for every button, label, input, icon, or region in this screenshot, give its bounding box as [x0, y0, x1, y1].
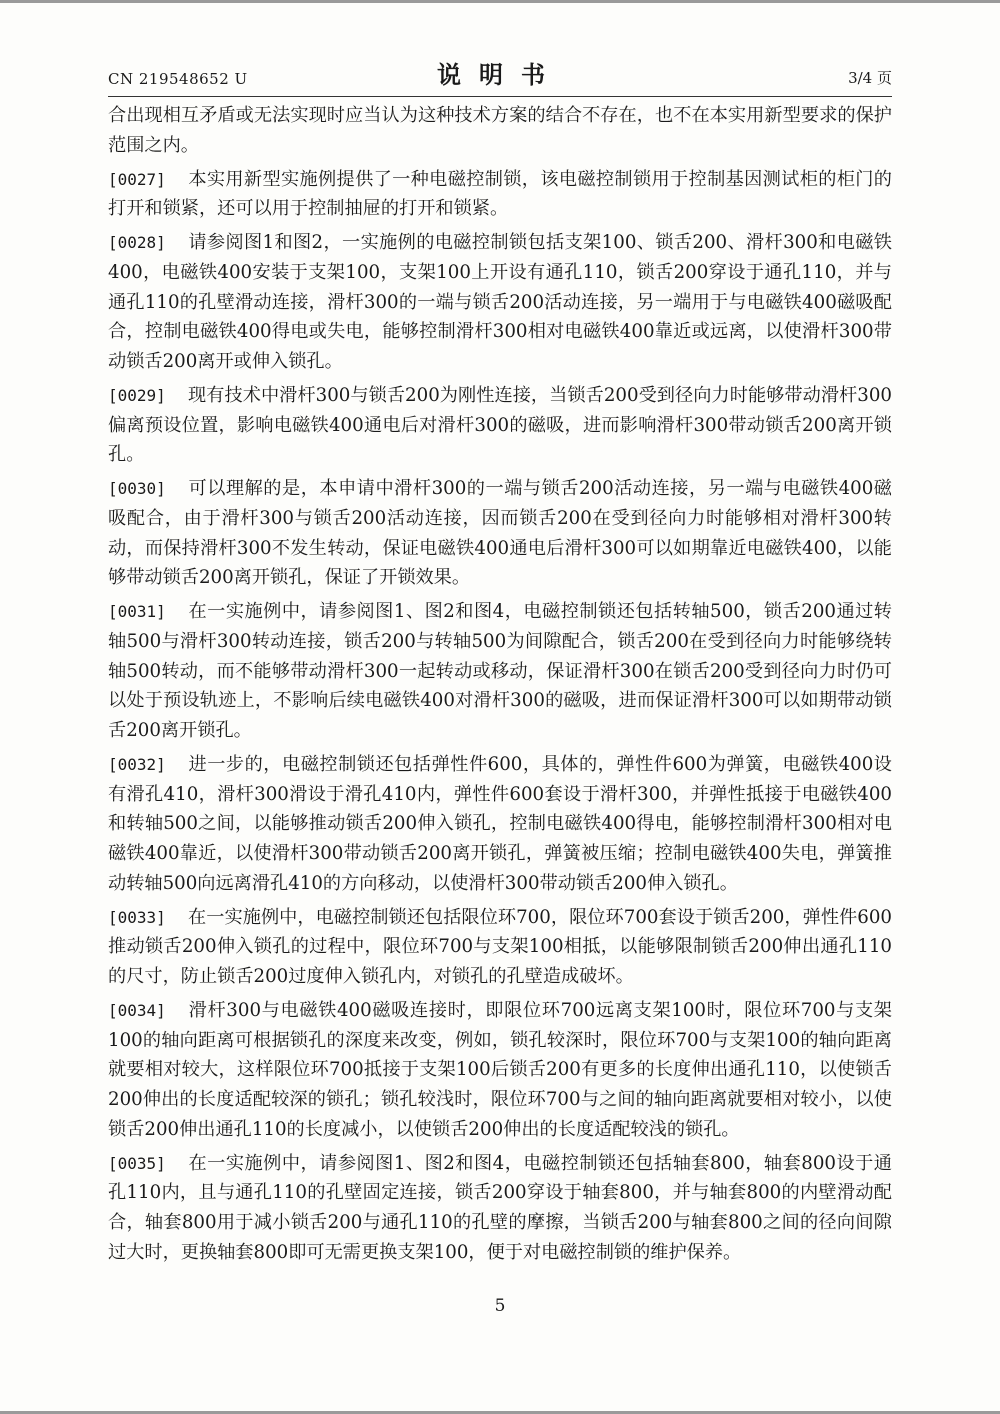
paragraph-number: [0032] — [108, 754, 166, 774]
paragraph-text: 在一实施例中，请参阅图1、图2和图4，电磁控制锁还包括轴套800，轴套800设于通孔110内，且与通孔110的孔壁固定连接，锁舌200穿设于轴套800，并与轴套800的内壁滑动配合，轴套800用于减小锁舌200与通孔110的孔壁的摩擦，当锁舌200与轴套800之间的径向间隙过大时，更换轴套800即可无需更换支架100，便于对电磁控制锁的维护保养。 — [108, 1152, 892, 1263]
paragraph-number: [0033] — [108, 907, 166, 927]
paragraph-0027 — [108, 165, 892, 224]
paragraph-number: [0029] — [108, 385, 166, 405]
paragraph-text: 滑杆300与电磁铁400磁吸连接时，即限位环700远离支架100时，限位环700与支架100的轴向距离可根据锁孔的深度来改变，例如，锁孔较深时，限位环700与支架100的轴向距离就要相对较大，这样限位环700抵接于支架100后锁舌200有更多的长度伸出通孔110，以使锁舌200伸出的长度适配较深的锁孔；锁孔较浅时，限位环700与之间的轴向距离就要相对较小，以使锁舌200伸出通孔110的长度减小，以使锁舌200伸出的长度适配较浅的锁孔。 — [108, 999, 892, 1140]
paragraph-number: [0031] — [108, 602, 166, 622]
paragraph-number: [0028] — [108, 233, 166, 253]
paragraph-0031 — [108, 597, 892, 746]
paragraph-0030 — [108, 474, 892, 593]
paragraph-0033 — [108, 903, 892, 992]
paragraph-0035 — [108, 1149, 892, 1268]
continuation-paragraph: 合出现相互矛盾或无法实现时应当认为这种技术方案的结合不存在，也不在本实用新型要求的保护范围之内。 — [108, 105, 892, 156]
paragraph-0034 — [108, 996, 892, 1145]
paragraph-number: [0030] — [108, 479, 166, 499]
document-title: 说明书 — [437, 60, 563, 89]
page-top-border — [0, 0, 1000, 3]
paragraph-text: 请参阅图1和图2，一实施例的电磁控制锁包括支架100、锁舌200、滑杆300和电磁铁400，电磁铁400安装于支架100，支架100上开设有通孔110，锁舌200穿设于通孔110，并与通孔110的孔壁滑动连接，滑杆300的一端与锁舌200活动连接，另一端用于与电磁铁400磁吸配合，控制电磁铁400得电或失电，能够控制滑杆300相对电磁铁400靠近或远离，以使滑杆300带动锁舌200离开或伸入锁孔。 — [108, 232, 892, 372]
paragraph-number: [0027] — [108, 169, 166, 189]
paragraph-text: 可以理解的是，本申请中滑杆300的一端与锁舌200活动连接，另一端与电磁铁400磁吸配合，由于滑杆300与锁舌200活动连接，因而锁舌200在受到径向力时能够相对滑杆300转动，而保持滑杆300不发生转动，保证电磁铁400通电后滑杆300可以如期靠近电磁铁400，以能够带动锁舌200离开锁孔，保证了开锁效果。 — [108, 478, 892, 589]
description-body — [108, 101, 892, 1272]
paragraph-text: 现有技术中滑杆300与锁舌200为刚性连接，当锁舌200受到径向力时能够带动滑杆300偏离预设位置，影响电磁铁400通电后对滑杆300的磁吸，进而影响滑杆300带动锁舌200离开锁孔。 — [108, 384, 892, 466]
paragraph-text: 进一步的，电磁控制锁还包括弹性件600，具体的，弹性件600为弹簧，电磁铁400设有滑孔410，滑杆300滑设于滑孔410内，弹性件600套设于滑杆300，并弹性抵接于电磁铁400和转轴500之间，以能够推动锁舌200伸入锁孔，控制电磁铁400得电，能够控制滑杆300相对电磁铁400靠近，以使滑杆300带动锁舌200离开锁孔，弹簧被压缩；控制电磁铁400失电，弹簧推动转轴500向远离滑孔410的方向移动，以使滑杆300带动锁舌200伸入锁孔。 — [108, 753, 892, 894]
paragraph-number: [0034] — [108, 1000, 166, 1020]
page-header — [108, 56, 892, 96]
paragraph-text: 本实用新型实施例提供了一种电磁控制锁，该电磁控制锁用于控制基因测试柜的柜门的打开和锁紧，还可以用于控制抽屉的打开和锁紧。 — [108, 168, 892, 220]
paragraph-text: 在一实施例中，请参阅图1、图2和图4，电磁控制锁还包括转轴500，锁舌200通过转轴500与滑杆300转动连接，锁舌200与转轴500为间隙配合，锁舌200在受到径向力时能够绕转轴500转动，而不能够带动滑杆300一起转动或移动，保证滑杆300在锁舌200受到径向力时仍可以处于预设轨迹上，不影响后续电磁铁400对滑杆300的磁吸，进而保证滑杆300可以如期带动锁舌200离开锁孔。 — [108, 601, 892, 741]
paragraph-0029 — [108, 381, 892, 470]
paragraph-text: 在一实施例中，电磁控制锁还包括限位环700，限位环700套设于锁舌200，弹性件600推动锁舌200伸入锁孔的过程中，限位环700与支架100相抵，以能够限制锁舌200伸出通孔110的尺寸，防止锁舌200过度伸入锁孔内，对锁孔的孔壁造成破坏。 — [108, 906, 892, 987]
publication-number: CN 219548652 U — [108, 70, 248, 88]
page-indicator: 3/4 页 — [848, 69, 892, 87]
paragraph-0028 — [108, 228, 892, 377]
page-number: 5 — [494, 1296, 506, 1316]
paragraph-number: [0035] — [108, 1153, 166, 1173]
page-footer — [0, 1296, 1000, 1316]
header-divider — [108, 96, 892, 97]
paragraph-0032 — [108, 750, 892, 899]
